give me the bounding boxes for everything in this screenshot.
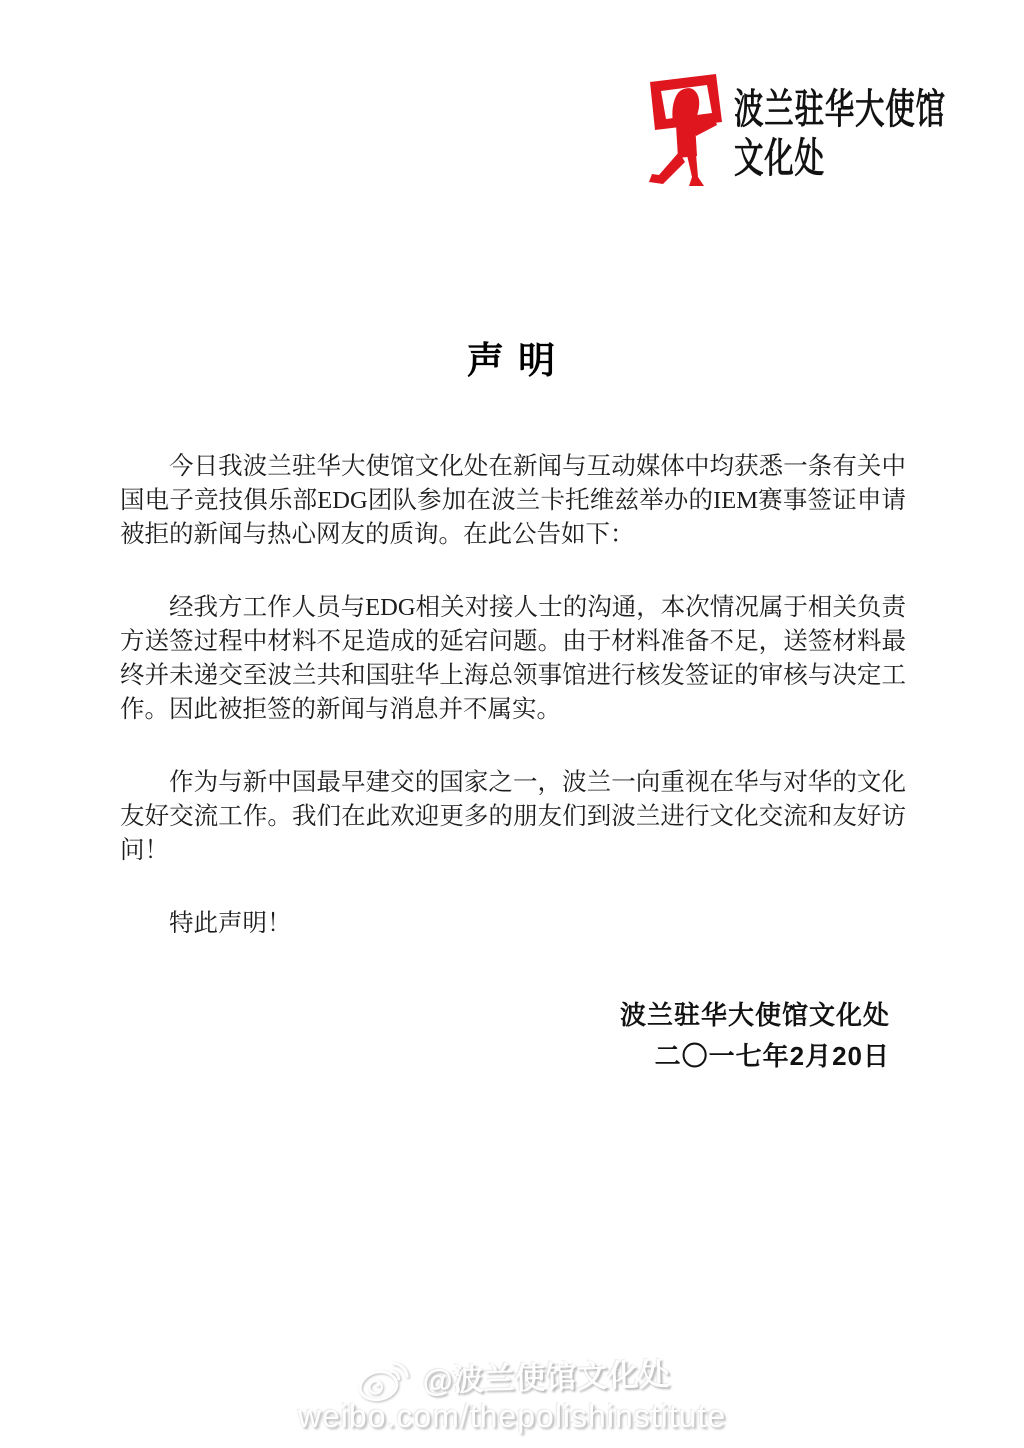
watermark-url: weibo.com/thepolishinstitute (297, 1398, 727, 1434)
embassy-name-line1: 波兰驻华大使馆 (734, 86, 946, 132)
signature-org: 波兰驻华大使馆文化处 (619, 1000, 890, 1030)
paragraph-3: 作为与新中国最早建交的国家之一，波兰一向重视在华与对华的文化友好交流工作。我们在此欢迎更多的朋友们到波兰进行文化交流和友好访问！ (120, 769, 906, 864)
signature-block (620, 995, 890, 1077)
embassy-logo-block (646, 72, 1024, 190)
paragraph-2: 经我方工作人员与EDG相关对接人士的沟通，本次情况属于相关负责方送签过程中材料不足造成的延宕问题。由于材料准备不足，送签材料最终并未递交至波兰共和国驻华上海总领事馆进行核发签证的审核与决定工作。因此被拒签的新闻与消息并不属实。 (120, 594, 906, 723)
paragraph-1: 今日我波兰驻华大使馆文化处在新闻与互动媒体中均获悉一条有关中国电子竞技俱乐部EDG团队参加在波兰卡托维兹举办的IEM赛事签证申请被拒的新闻与热心网友的质询。在此公告如下： (120, 453, 906, 548)
embassy-name (734, 85, 946, 183)
statement-body (120, 450, 906, 941)
watermark-handle: @波兰使馆文化处 (422, 1356, 671, 1399)
embassy-name-line2: 文化处 (734, 135, 825, 181)
statement-title: 声 明 (466, 340, 558, 381)
weibo-watermark (0, 1356, 1024, 1433)
weibo-icon (354, 1359, 413, 1405)
signature-date: 二〇一七年2月20日 (654, 1041, 890, 1071)
polish-institute-figure-icon (646, 72, 730, 190)
closing-line: 特此声明！ (169, 910, 292, 937)
